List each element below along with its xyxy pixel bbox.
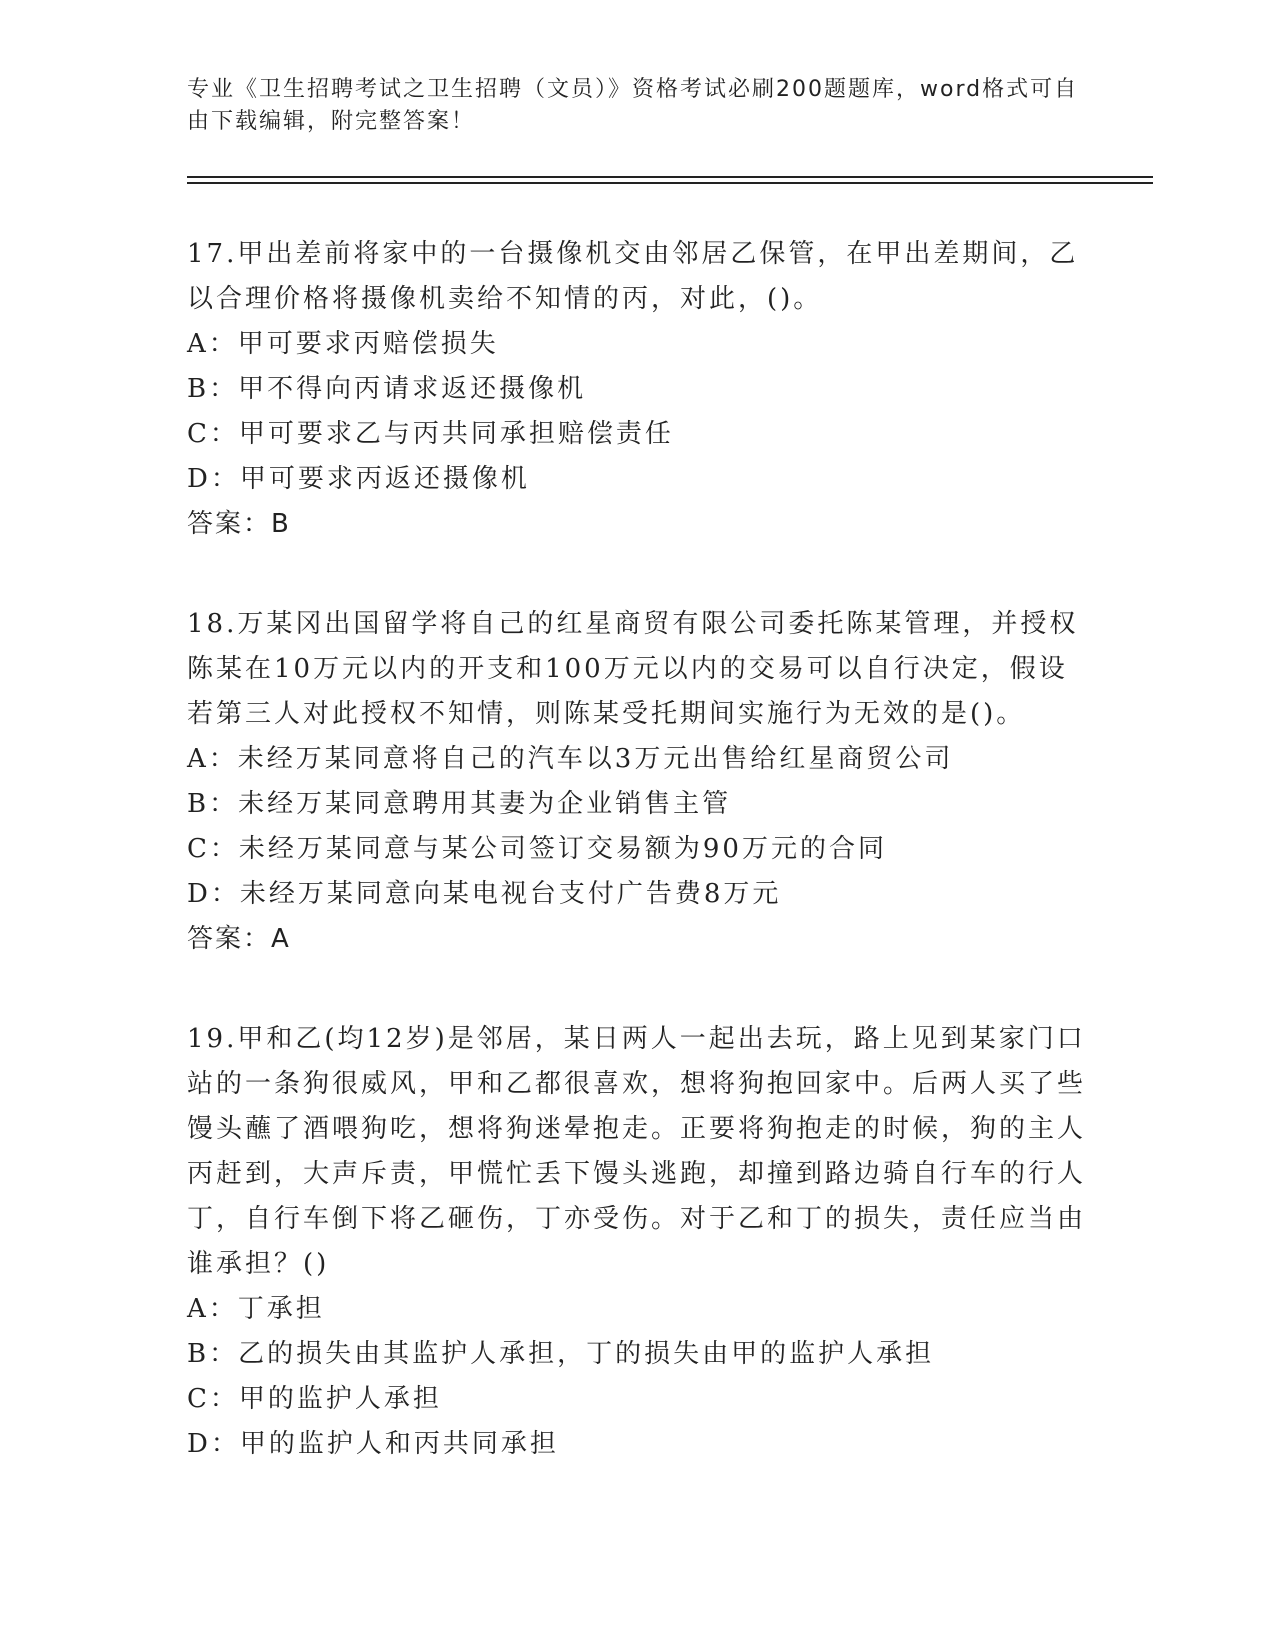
answer: 答案：A — [187, 924, 291, 954]
option-a: A：甲可要求丙赔偿损失 — [187, 329, 499, 359]
question-stem: 18.万某冈出国留学将自己的红星商贸有限公司委托陈某管理，并授权陈某在10万元以内的开支和100万元以内的交易可以自行决定，假设若第三人对此授权不知情，则陈某受托期间实施行为无效的是()。 — [187, 609, 1079, 729]
question-17 — [187, 232, 1087, 547]
option-b: B：未经万某同意聘用其妻为企业销售主管 — [187, 789, 732, 819]
option-a: A：丁承担 — [187, 1294, 325, 1324]
answer: 答案：B — [187, 509, 291, 539]
option-a: A：未经万某同意将自己的汽车以3万元出售给红星商贸公司 — [187, 744, 954, 774]
option-d: D：甲的监护人和丙共同承担 — [187, 1429, 559, 1459]
option-c: C：甲的监护人承担 — [187, 1384, 442, 1414]
header-divider — [187, 176, 1153, 184]
option-c: C：未经万某同意与某公司签订交易额为90万元的合同 — [187, 834, 887, 864]
option-c: C：甲可要求乙与丙共同承担赔偿责任 — [187, 419, 674, 449]
page-header: 专业《卫生招聘考试之卫生招聘（文员）》资格考试必刷200题题库，word格式可自由下载编辑，附完整答案！ — [187, 77, 1079, 134]
option-d: D：未经万某同意向某电视台支付广告费8万元 — [187, 879, 782, 909]
question-19 — [187, 1017, 1087, 1467]
option-b: B：乙的损失由其监护人承担，丁的损失由甲的监护人承担 — [187, 1339, 935, 1369]
question-stem: 19.甲和乙(均12岁)是邻居，某日两人一起出去玩，路上见到某家门口站的一条狗很威风，甲和乙都很喜欢，想将狗抱回家中。后两人买了些馒头蘸了酒喂狗吃，想将狗迷晕抱走。正要将狗抱走的时候，狗的主人丙赶到，大声斥责，甲慌忙丢下馒头逃跑，却撞到路边骑自行车的行人丁，自行车倒下将乙砸伤，丁亦受伤。对于乙和丁的损失，责任应当由谁承担？() — [187, 1024, 1087, 1279]
option-d: D：甲可要求丙返还摄像机 — [187, 464, 530, 494]
question-list — [187, 232, 1087, 1522]
question-stem: 17.甲出差前将家中的一台摄像机交由邻居乙保管，在甲出差期间，乙以合理价格将摄像机卖给不知情的丙，对此，()。 — [187, 239, 1079, 314]
question-18 — [187, 602, 1087, 962]
option-b: B：甲不得向丙请求返还摄像机 — [187, 374, 587, 404]
